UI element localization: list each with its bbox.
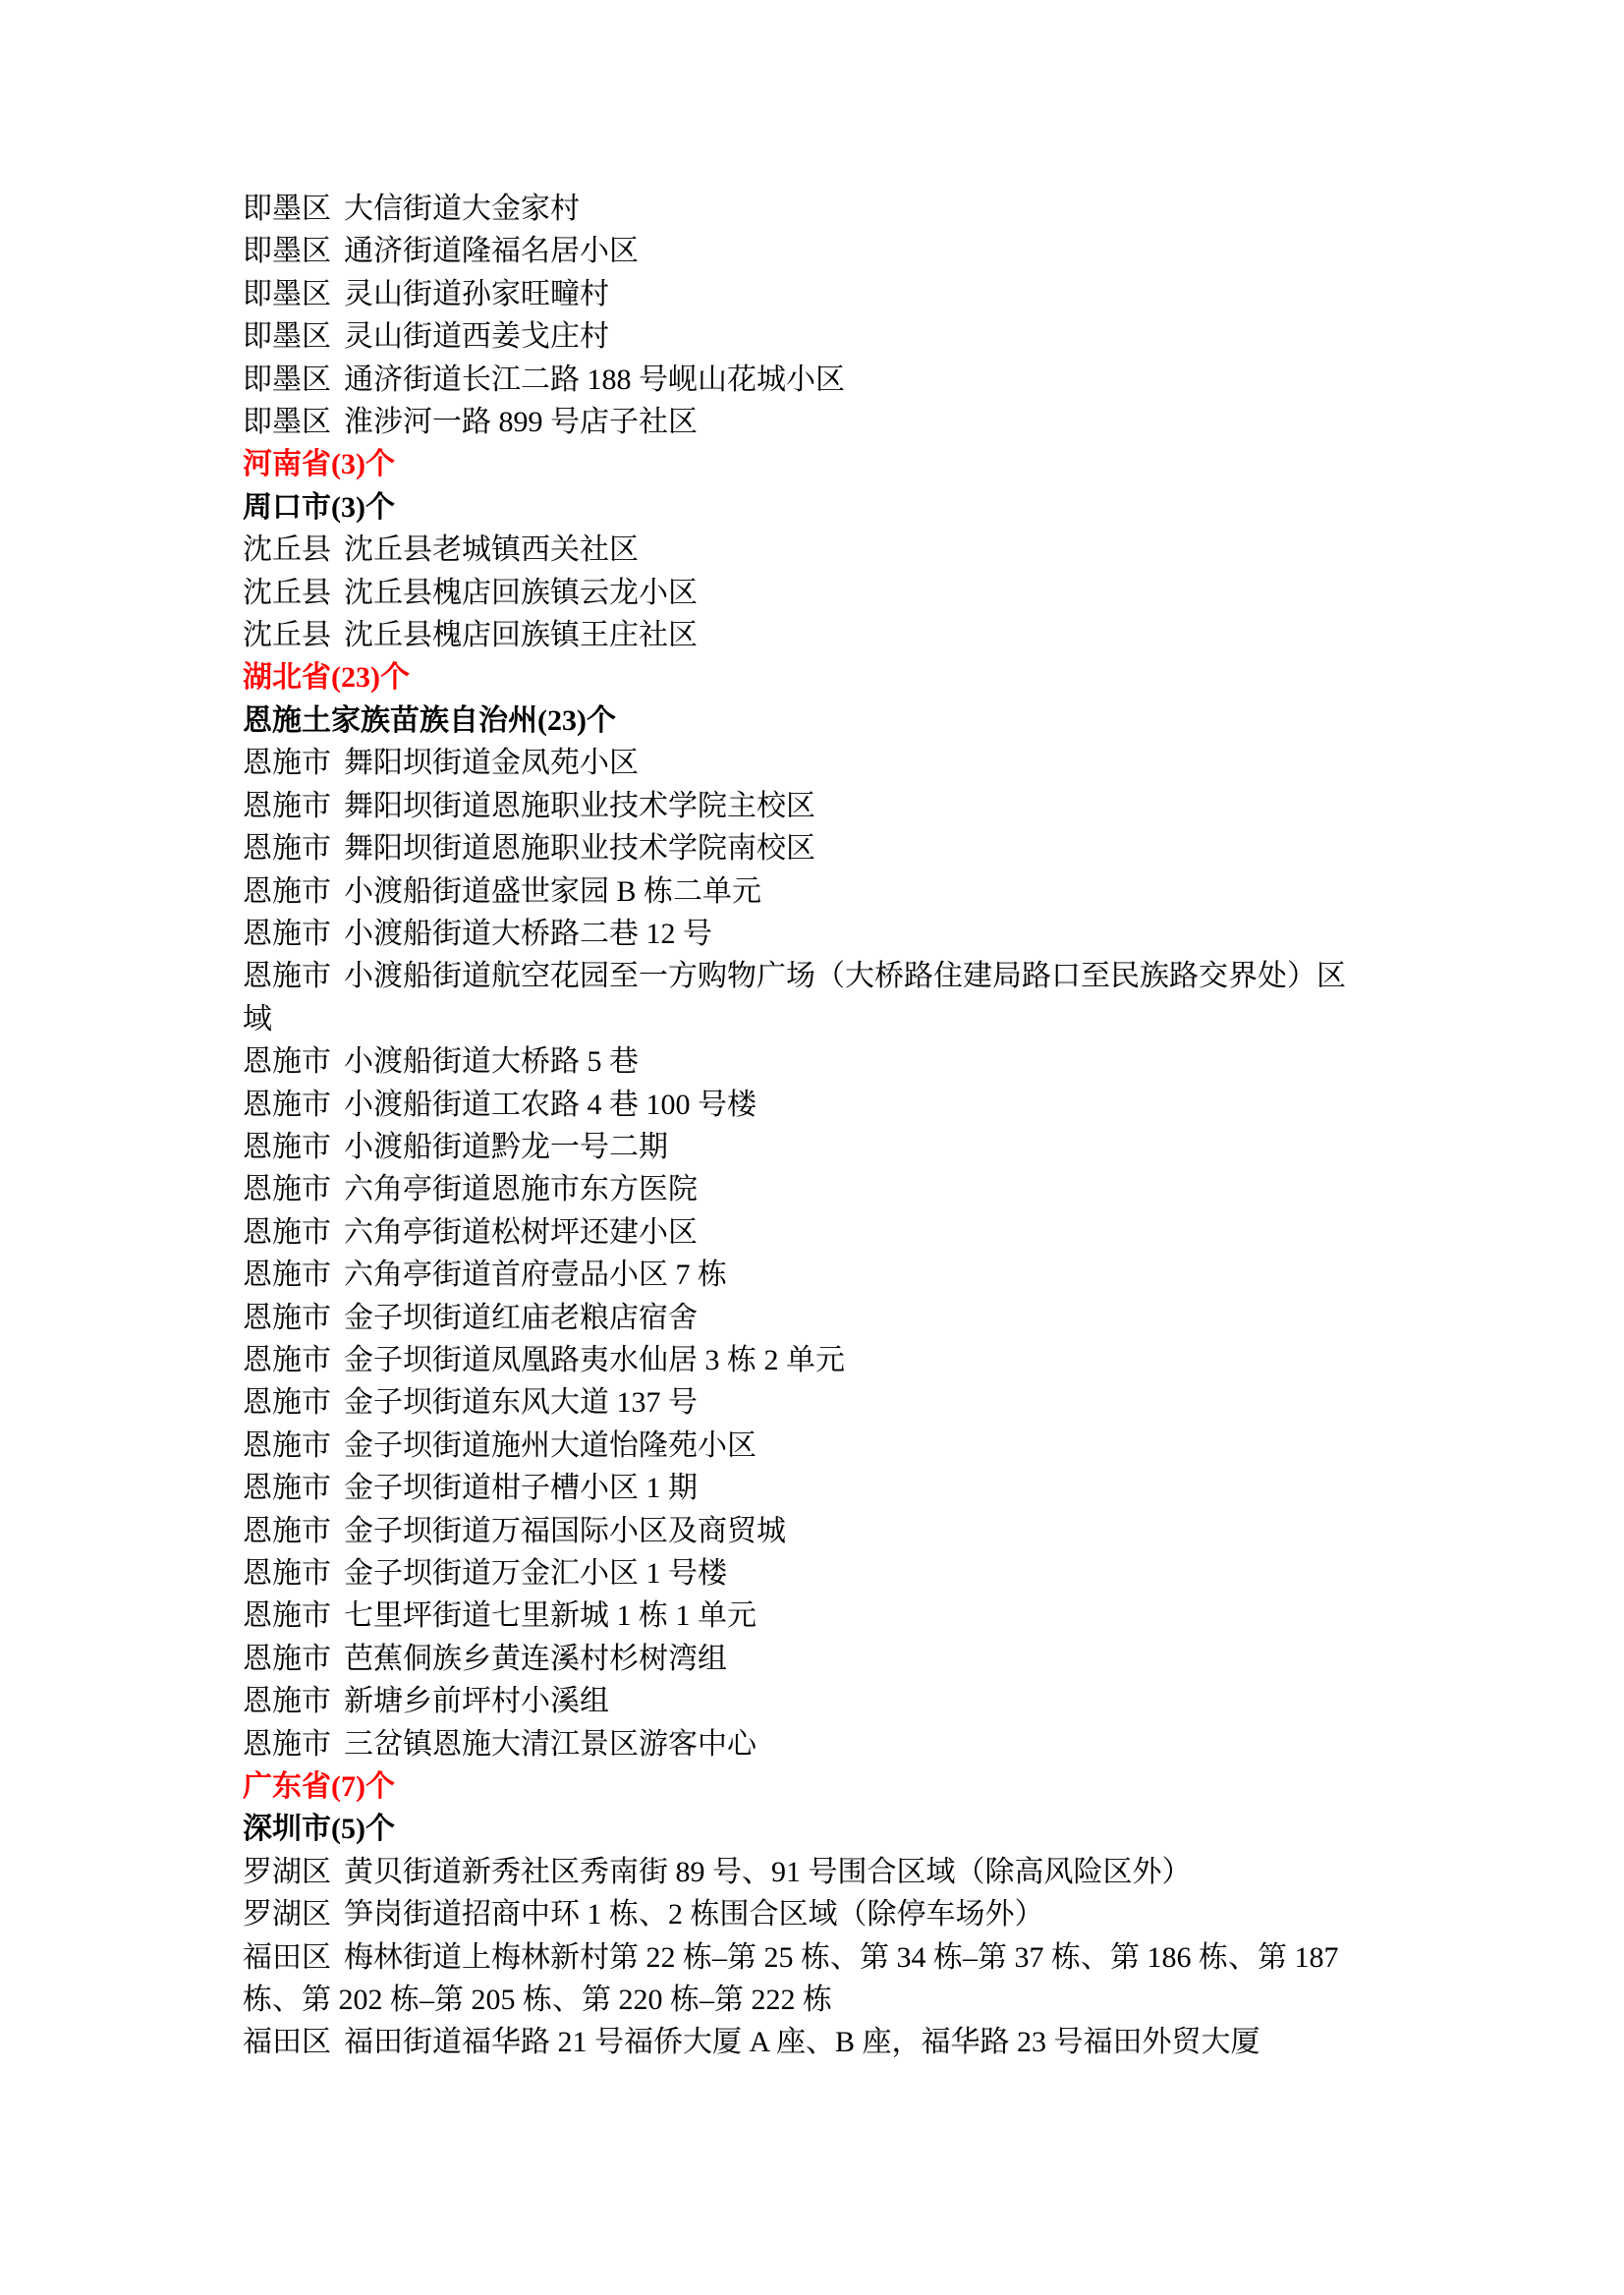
province-heading: 广东省(7)个: [243, 1770, 395, 1804]
risk-area-entry: [243, 1638, 1486, 1680]
risk-area-entry: [243, 1467, 1486, 1509]
risk-area-entry: [243, 1339, 1486, 1381]
district-name: 即墨区: [243, 363, 331, 396]
address-text: 芭蕉侗族乡黄连溪村杉树湾组: [344, 1642, 727, 1675]
district-name: 恩施市: [243, 1215, 331, 1249]
district-name: 恩施市: [243, 1088, 331, 1121]
address-text: 金子坝街道红庙老粮店宿舍: [344, 1301, 698, 1334]
risk-area-entry: [243, 401, 1486, 443]
risk-area-entry: [243, 315, 1486, 358]
district-name: 即墨区: [243, 406, 331, 439]
address-text: 小渡船街道航空花园至一方购物广场（大桥路住建局路口至民族路交界处）区: [344, 960, 1346, 993]
address-text: 灵山街道孙家旺疃村: [344, 277, 609, 310]
district-name: 恩施市: [243, 1557, 331, 1590]
district-name: 恩施市: [243, 789, 331, 822]
address-text: 六角亭街道首府壹品小区 7 栋: [344, 1259, 727, 1292]
address-text: 新塘乡前坪村小溪组: [344, 1685, 609, 1718]
risk-area-entry: [243, 230, 1486, 272]
risk-area-entry: [243, 1168, 1486, 1210]
address-text: 小渡船街道盛世家园 B 栋二单元: [344, 874, 762, 908]
district-name: 恩施市: [243, 1514, 331, 1547]
district-name: 恩施市: [243, 1045, 331, 1079]
risk-area-entry: [243, 1084, 1486, 1126]
district-name: 沈丘县: [243, 576, 331, 609]
risk-area-entry: [243, 955, 1486, 997]
risk-area-entry: [243, 1680, 1486, 1722]
address-text: 小渡船街道工农路 4 巷 100 号楼: [344, 1088, 756, 1121]
risk-area-entry: [243, 1040, 1486, 1083]
address-text: 福田街道福华路 21 号福侨大厦 A 座、B 座，福华路 23 号福田外贸大厦: [344, 2026, 1260, 2059]
risk-area-entry: [243, 1211, 1486, 1254]
risk-area-entry: [243, 1893, 1486, 1935]
address-text: 金子坝街道柑子槽小区 1 期: [344, 1472, 698, 1505]
address-text: 小渡船街道大桥路二巷 12 号: [344, 917, 712, 950]
city-heading: 深圳市(5)个: [243, 1813, 395, 1846]
district-name: 恩施市: [243, 1259, 331, 1292]
risk-area-entry: [243, 2021, 1486, 2063]
risk-area-entry: [243, 870, 1486, 913]
risk-area-entry: [243, 1936, 1486, 1979]
risk-area-entry: [243, 1425, 1486, 1467]
risk-area-entry: [243, 359, 1486, 401]
address-text: 黄贝街道新秀社区秀南街 89 号、91 号围合区域（除高风险区外）: [344, 1855, 1192, 1888]
address-text: 小渡船街道黔龙一号二期: [344, 1130, 668, 1163]
district-name: 沈丘县: [243, 619, 331, 652]
district-name: 即墨区: [243, 235, 331, 268]
risk-area-entry: [243, 1254, 1486, 1296]
address-text: 金子坝街道东风大道 137 号: [344, 1386, 698, 1420]
address-text: 小渡船街道大桥路 5 巷: [344, 1045, 639, 1079]
address-text: 金子坝街道万金汇小区 1 号楼: [344, 1557, 727, 1590]
address-text: 通济街道长江二路 188 号岘山花城小区: [344, 363, 845, 396]
province-heading: 河南省(3)个: [243, 448, 395, 481]
district-name: 恩施市: [243, 1130, 331, 1163]
address-text: 沈丘县老城镇西关社区: [344, 533, 639, 567]
district-name: 恩施市: [243, 1428, 331, 1462]
risk-area-entry: [243, 614, 1486, 656]
city-heading: 周口市(3)个: [243, 490, 395, 524]
entry-continuation: 域: [243, 1002, 272, 1036]
address-text: 通济街道隆福名居小区: [344, 235, 639, 268]
district-name: 沈丘县: [243, 533, 331, 567]
entry-continuation: 栋、第 202 栋–第 205 栋、第 220 栋–第 222 栋: [243, 1984, 832, 2017]
district-name: 恩施市: [243, 1343, 331, 1376]
district-name: 恩施市: [243, 1472, 331, 1505]
district-name: 恩施市: [243, 1599, 331, 1633]
district-name: 即墨区: [243, 277, 331, 310]
district-name: 恩施市: [243, 1173, 331, 1206]
risk-area-entry: [243, 188, 1486, 230]
district-name: 福田区: [243, 1940, 331, 1974]
risk-area-entry: [243, 529, 1486, 571]
address-text: 舞阳坝街道恩施职业技术学院主校区: [344, 789, 815, 822]
risk-area-entry: [243, 1595, 1486, 1637]
address-text: 舞阳坝街道恩施职业技术学院南校区: [344, 832, 815, 866]
risk-area-entry: [243, 273, 1486, 315]
district-name: 恩施市: [243, 1727, 331, 1761]
address-text: 笋岗街道招商中环 1 栋、2 栋围合区域（除停车场外）: [344, 1898, 1044, 1931]
district-name: 恩施市: [243, 747, 331, 780]
risk-area-entry: [243, 1552, 1486, 1595]
address-text: 金子坝街道施州大道怡隆苑小区: [344, 1428, 756, 1462]
address-text: 三岔镇恩施大清江景区游客中心: [344, 1727, 756, 1761]
risk-area-entry: [243, 1297, 1486, 1339]
address-text: 六角亭街道松树坪还建小区: [344, 1215, 698, 1249]
risk-area-list: [243, 188, 1486, 2064]
risk-area-entry: [243, 1510, 1486, 1552]
address-text: 金子坝街道万福国际小区及商贸城: [344, 1514, 786, 1547]
city-heading: 恩施土家族苗族自治州(23)个: [243, 703, 616, 737]
district-name: 恩施市: [243, 1642, 331, 1675]
district-name: 即墨区: [243, 320, 331, 354]
district-name: 恩施市: [243, 832, 331, 866]
risk-area-entry: [243, 742, 1486, 784]
district-name: 恩施市: [243, 1301, 331, 1334]
risk-area-entry: [243, 1723, 1486, 1765]
risk-area-entry: [243, 1126, 1486, 1168]
district-name: 罗湖区: [243, 1855, 331, 1888]
risk-area-entry: [243, 785, 1486, 827]
address-text: 舞阳坝街道金凤苑小区: [344, 747, 639, 780]
district-name: 恩施市: [243, 874, 331, 908]
address-text: 大信街道大金家村: [344, 193, 580, 225]
risk-area-entry: [243, 827, 1486, 869]
risk-area-entry: [243, 572, 1486, 614]
province-heading: 湖北省(23)个: [243, 661, 410, 695]
district-name: 福田区: [243, 2026, 331, 2059]
address-text: 六角亭街道恩施市东方医院: [344, 1173, 698, 1206]
district-name: 恩施市: [243, 917, 331, 950]
address-text: 金子坝街道凤凰路夷水仙居 3 栋 2 单元: [344, 1343, 845, 1376]
risk-area-entry: [243, 913, 1486, 955]
address-text: 沈丘县槐店回族镇云龙小区: [344, 576, 698, 609]
district-name: 恩施市: [243, 960, 331, 993]
district-name: 恩施市: [243, 1685, 331, 1718]
address-text: 淮涉河一路 899 号店子社区: [344, 406, 698, 439]
risk-area-entry: [243, 1381, 1486, 1424]
address-text: 梅林街道上梅林新村第 22 栋–第 25 栋、第 34 栋–第 37 栋、第 186 栋、第 187: [344, 1940, 1339, 1974]
district-name: 恩施市: [243, 1386, 331, 1420]
address-text: 灵山街道西姜戈庄村: [344, 320, 609, 354]
address-text: 七里坪街道七里新城 1 栋 1 单元: [344, 1599, 756, 1633]
risk-area-entry: [243, 1851, 1486, 1893]
address-text: 沈丘县槐店回族镇王庄社区: [344, 619, 698, 652]
district-name: 即墨区: [243, 193, 331, 225]
district-name: 罗湖区: [243, 1898, 331, 1931]
